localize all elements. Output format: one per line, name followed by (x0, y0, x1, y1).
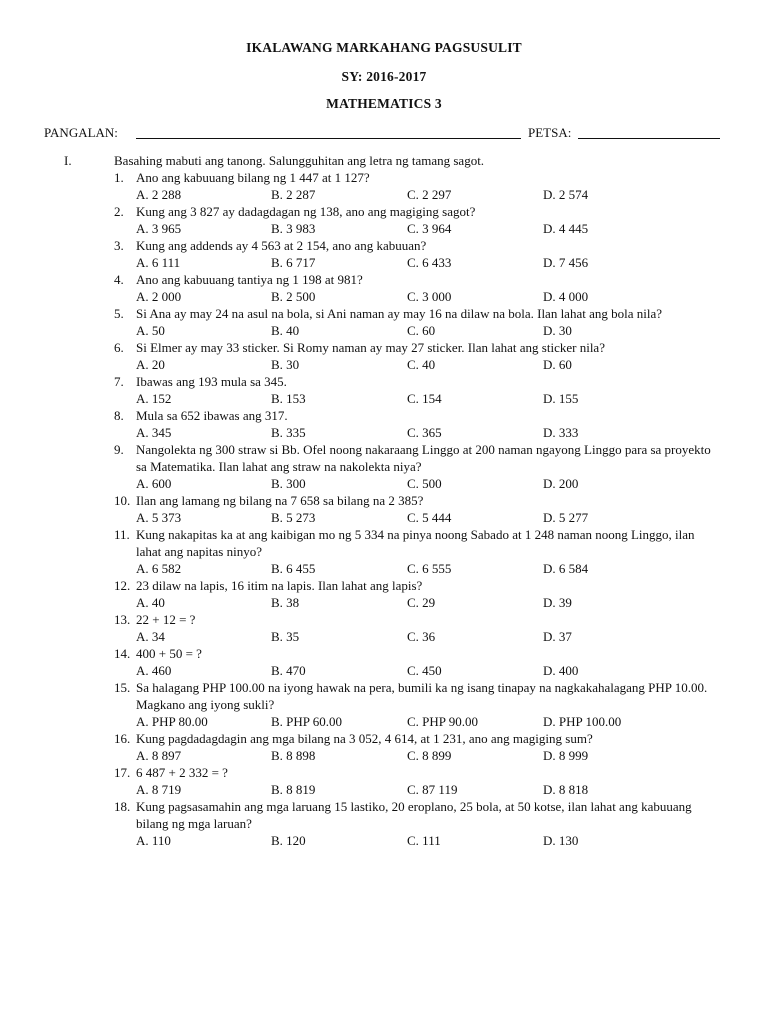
choice-d[interactable]: D. 37 (543, 629, 572, 644)
question-text: Ano ang kabuuang bilang ng 1 447 at 1 127? (136, 170, 370, 185)
answer-choices (136, 713, 744, 730)
question-list (64, 169, 744, 849)
question-item (64, 441, 744, 492)
choice-b[interactable]: B. 120 (271, 833, 306, 848)
answer-choices (136, 594, 744, 611)
answer-choices (136, 560, 744, 577)
question-text: 23 dilaw na lapis, 16 itim na lapis. Ilan lahat ang lapis? (136, 578, 423, 593)
question-text: Mula sa 652 ibawas ang 317. (136, 408, 288, 423)
choice-a[interactable]: A. 3 965 (136, 221, 182, 236)
choice-b[interactable]: B. PHP 60.00 (271, 714, 343, 729)
choice-c[interactable]: C. 500 (407, 476, 442, 491)
choice-c[interactable]: C. 87 119 (407, 782, 458, 797)
choice-b[interactable]: B. 335 (271, 425, 306, 440)
question-text: Ilan ang lamang ng bilang na 7 658 sa bilang na 2 385? (136, 493, 424, 508)
choice-d[interactable]: D. 8 818 (543, 782, 589, 797)
question-number: 17. (114, 765, 131, 780)
choice-b[interactable]: B. 300 (271, 476, 306, 491)
choice-d[interactable]: D. 4 445 (543, 221, 589, 236)
choice-b[interactable]: B. 6 717 (271, 255, 316, 270)
choice-b[interactable]: B. 3 983 (271, 221, 316, 236)
question-number: 9. (114, 442, 124, 457)
section-instruction: Basahing mabuti ang tanong. Salungguhitan ang letra ng tamang sagot. (114, 153, 485, 168)
choice-c[interactable]: C. 6 555 (407, 561, 452, 576)
answer-choices (136, 220, 744, 237)
question-number: 16. (114, 731, 131, 746)
choice-c[interactable]: C. 450 (407, 663, 442, 678)
choice-c[interactable]: C. 2 297 (407, 187, 452, 202)
question-number: 10. (114, 493, 131, 508)
answer-choices (136, 390, 744, 407)
choice-d[interactable]: D. 6 584 (543, 561, 589, 576)
choice-c[interactable]: C. 365 (407, 425, 442, 440)
choice-c[interactable]: C. PHP 90.00 (407, 714, 479, 729)
choice-b[interactable]: B. 8 898 (271, 748, 316, 763)
choice-d[interactable]: D. 30 (543, 323, 572, 338)
question-text: 400 + 50 = ? (136, 646, 202, 661)
answer-choices (136, 662, 744, 679)
choice-a[interactable]: A. 8 897 (136, 748, 182, 763)
question-number: 11. (114, 527, 130, 542)
choice-c[interactable]: C. 8 899 (407, 748, 452, 763)
choice-b[interactable]: B. 2 500 (271, 289, 316, 304)
choice-b[interactable]: B. 6 455 (271, 561, 316, 576)
question-item (64, 203, 744, 237)
choice-a[interactable]: A. 110 (136, 833, 171, 848)
question-row (114, 271, 714, 288)
question-row (114, 237, 714, 254)
choice-a[interactable]: A. 2 288 (136, 187, 182, 202)
choice-a[interactable]: A. 345 (136, 425, 172, 440)
question-number: 3. (114, 238, 124, 253)
section-header (64, 152, 744, 169)
choice-d[interactable]: D. 60 (543, 357, 572, 372)
choice-b[interactable]: B. 8 819 (271, 782, 316, 797)
school-year: SY: 2016-2017 (341, 69, 427, 84)
question-number: 12. (114, 578, 131, 593)
question-text: Ibawas ang 193 mula sa 345. (136, 374, 287, 389)
question-item (64, 271, 744, 305)
question-number: 1. (114, 170, 124, 185)
answer-choices (136, 322, 744, 339)
answer-choices (136, 781, 744, 798)
choice-a[interactable]: A. 2 000 (136, 289, 182, 304)
subject-title: MATHEMATICS 3 (326, 96, 442, 111)
question-row (114, 645, 714, 662)
question-item (64, 492, 744, 526)
question-item (64, 577, 744, 611)
choice-a[interactable]: A. 6 582 (136, 561, 182, 576)
choice-b[interactable]: B. 470 (271, 663, 306, 678)
choice-c[interactable]: C. 36 (407, 629, 436, 644)
question-row (114, 526, 714, 560)
question-row (114, 798, 714, 832)
question-number: 2. (114, 204, 124, 219)
question-item (64, 730, 744, 764)
choice-a[interactable]: A. 34 (136, 629, 165, 644)
choice-c[interactable]: C. 111 (407, 833, 441, 848)
answer-choices (136, 747, 744, 764)
answer-choices (136, 475, 744, 492)
question-row (114, 407, 714, 424)
choice-a[interactable]: A. 40 (136, 595, 165, 610)
choice-c[interactable]: C. 3 964 (407, 221, 452, 236)
question-item (64, 169, 744, 203)
answer-choices (136, 832, 744, 849)
question-text: Kung pagsasamahin ang mga laruang 15 lastiko, 20 eroplano, 25 bola, at 50 kotse, ilan lahat ang kabuuang bilang ng mga laruan? (136, 799, 692, 831)
answer-choices (136, 628, 744, 645)
question-text: Kung nakapitas ka at ang kaibigan mo ng 5 334 na pinya noong Sabado at 1 248 naman noong Linggo, ilan lahat ang napitas ninyo? (136, 527, 695, 559)
question-number: 13. (114, 612, 131, 627)
choice-a[interactable]: A. 152 (136, 391, 172, 406)
question-text: Ano ang kabuuang tantiya ng 1 198 at 981? (136, 272, 363, 287)
name-date-line (44, 124, 724, 142)
question-item (64, 764, 744, 798)
question-number: 7. (114, 374, 124, 389)
question-text: Nangolekta ng 300 straw si Bb. Ofel noong nakaraang Linggo at 200 naman ngayong Linggo para sa proyekto sa Matematika. Ilan lahat ang straw na nakolekta niya? (136, 442, 711, 474)
choice-b[interactable]: B. 40 (271, 323, 300, 338)
choice-d[interactable]: D. 4 000 (543, 289, 589, 304)
question-item (64, 679, 744, 730)
choice-a[interactable]: A. 460 (136, 663, 172, 678)
question-row (114, 764, 714, 781)
question-text: 22 + 12 = ? (136, 612, 196, 627)
question-text: Sa halagang PHP 100.00 na iyong hawak na pera, bumili ka ng isang tinapay na nagkakahalagang PHP 10.00. Magkano ang iyong sukli? (136, 680, 708, 712)
question-number: 15. (114, 680, 131, 695)
choice-c[interactable]: C. 154 (407, 391, 442, 406)
choice-c[interactable]: C. 40 (407, 357, 436, 372)
choice-b[interactable]: B. 153 (271, 391, 306, 406)
question-text: Si Elmer ay may 33 sticker. Si Romy naman ay may 27 sticker. Ilan lahat ang sticker nila? (136, 340, 605, 355)
answer-choices (136, 509, 744, 526)
section-number: I. (64, 153, 72, 168)
question-item (64, 798, 744, 849)
date-blank[interactable] (578, 138, 720, 139)
question-row (114, 169, 714, 186)
choice-c[interactable]: C. 5 444 (407, 510, 452, 525)
choice-d[interactable]: D. 39 (543, 595, 572, 610)
question-item (64, 305, 744, 339)
question-item (64, 407, 744, 441)
question-row (114, 611, 714, 628)
question-row (114, 305, 714, 322)
choice-c[interactable]: C. 60 (407, 323, 436, 338)
name-label: PANGALAN: (44, 125, 118, 140)
question-number: 5. (114, 306, 124, 321)
question-item (64, 339, 744, 373)
choice-c[interactable]: C. 6 433 (407, 255, 452, 270)
name-blank[interactable] (136, 138, 521, 139)
answer-choices (136, 186, 744, 203)
question-text: Kung ang 3 827 ay dadagdagan ng 138, ano ang magiging sagot? (136, 204, 476, 219)
choice-a[interactable]: A. 6 111 (136, 255, 181, 270)
question-row (114, 203, 714, 220)
question-number: 18. (114, 799, 131, 814)
choice-b[interactable]: B. 35 (271, 629, 300, 644)
question-number: 4. (114, 272, 124, 287)
choice-d[interactable]: D. 400 (543, 663, 579, 678)
choice-d[interactable]: D. PHP 100.00 (543, 714, 622, 729)
question-text: Kung pagdadagdagin ang mga bilang na 3 052, 4 614, at 1 231, ano ang magiging sum? (136, 731, 593, 746)
question-item (64, 611, 744, 645)
choice-b[interactable]: B. 38 (271, 595, 300, 610)
answer-choices (136, 254, 744, 271)
question-item (64, 237, 744, 271)
choice-d[interactable]: D. 2 574 (543, 187, 589, 202)
question-text: 6 487 + 2 332 = ? (136, 765, 228, 780)
question-item (64, 645, 744, 679)
question-row (114, 679, 714, 713)
question-number: 14. (114, 646, 131, 661)
question-row (114, 730, 714, 747)
question-number: 8. (114, 408, 124, 423)
choice-a[interactable]: A. 8 719 (136, 782, 182, 797)
answer-choices (136, 288, 744, 305)
answer-choices (136, 356, 744, 373)
section-one (64, 152, 744, 849)
choice-d[interactable]: D. 200 (543, 476, 579, 491)
question-text: Kung ang addends ay 4 563 at 2 154, ano ang kabuuan? (136, 238, 427, 253)
question-row (114, 492, 714, 509)
exam-title: IKALAWANG MARKAHANG PAGSUSULIT (246, 40, 522, 55)
question-row (114, 373, 714, 390)
choice-c[interactable]: C. 3 000 (407, 289, 452, 304)
choice-d[interactable]: D. 155 (543, 391, 579, 406)
question-item (64, 526, 744, 577)
choice-d[interactable]: D. 333 (543, 425, 579, 440)
question-row (114, 577, 714, 594)
choice-b[interactable]: B. 5 273 (271, 510, 316, 525)
choice-d[interactable]: D. 8 999 (543, 748, 589, 763)
question-item (64, 373, 744, 407)
choice-d[interactable]: D. 5 277 (543, 510, 589, 525)
choice-a[interactable]: A. 5 373 (136, 510, 182, 525)
choice-d[interactable]: D. 7 456 (543, 255, 589, 270)
choice-b[interactable]: B. 2 287 (271, 187, 316, 202)
question-row (114, 339, 714, 356)
choice-a[interactable]: A. 20 (136, 357, 165, 372)
question-row (114, 441, 714, 475)
question-text: Si Ana ay may 24 na asul na bola, si Ani naman ay may 16 na dilaw na bola. Ilan lahat ang bola nila? (136, 306, 662, 321)
choice-c[interactable]: C. 29 (407, 595, 436, 610)
choice-a[interactable]: A. 600 (136, 476, 172, 491)
choice-a[interactable]: A. 50 (136, 323, 165, 338)
question-number: 6. (114, 340, 124, 355)
choice-d[interactable]: D. 130 (543, 833, 579, 848)
choice-a[interactable]: A. PHP 80.00 (136, 714, 208, 729)
date-label: PETSA: (528, 125, 572, 140)
choice-b[interactable]: B. 30 (271, 357, 300, 372)
answer-choices (136, 424, 744, 441)
